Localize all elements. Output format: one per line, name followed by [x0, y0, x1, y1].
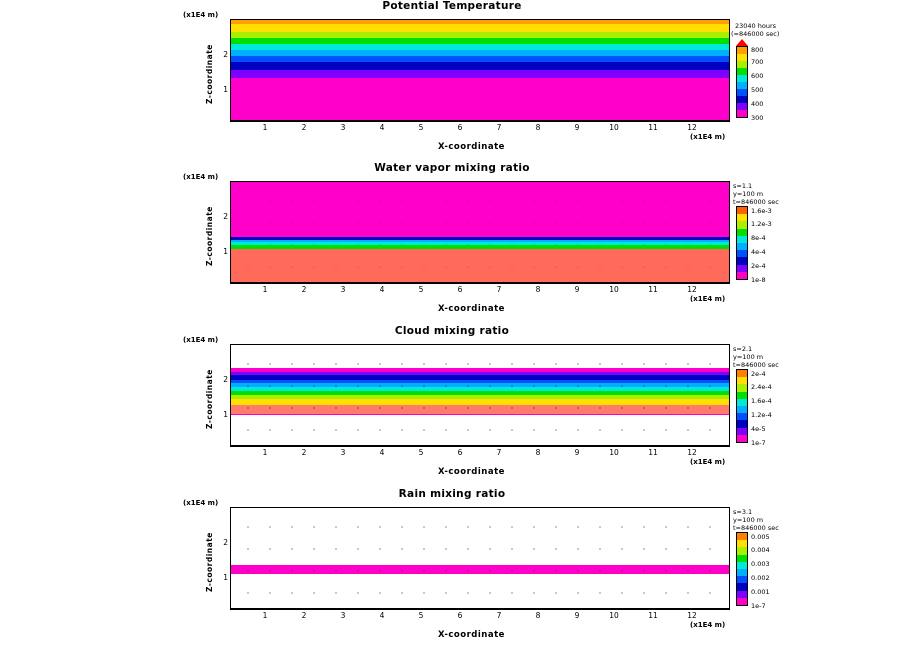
x-tick-label: 11 [648, 448, 658, 457]
colorbar-tick-label: 1.2e-4 [751, 411, 772, 419]
x-tick-label: 7 [496, 448, 502, 457]
x-tick-label: 7 [496, 611, 502, 620]
colorbar-tick-label: 2e-4 [751, 370, 766, 378]
x-tick-label: 5 [418, 448, 424, 457]
x-tick-label: 9 [574, 448, 580, 457]
panel-cloud-mixing-ratio [0, 325, 904, 485]
panel-title: Cloud mixing ratio [394, 325, 510, 337]
annotation-s: s=2.1 [733, 345, 753, 353]
panel-title: Potential Temperature [382, 0, 522, 12]
x-tick-label: 4 [379, 285, 385, 294]
colorbar-tick-label: 700 [751, 58, 764, 66]
colorbar-tick-label: 400 [751, 100, 764, 108]
plot-area [230, 507, 730, 609]
colorbar [736, 369, 748, 443]
y-tick-label: 2 [223, 538, 228, 547]
y-axis-units: (x1E4 m) [183, 173, 219, 181]
y-axis-units: (x1E4 m) [183, 499, 219, 507]
x-tick-label: 2 [301, 123, 307, 132]
panel-potential-temperature [0, 0, 904, 160]
y-tick-label: 1 [223, 410, 228, 419]
panel-water-vapor-mixing-ratio [0, 162, 904, 322]
x-tick-label: 12 [687, 285, 697, 294]
colorbar-tick-label: 800 [751, 46, 764, 54]
colorbar-tick-label: 1e-7 [751, 439, 766, 447]
y-tick-label: 2 [223, 50, 228, 59]
colorbar-tick-label: 0.002 [751, 574, 770, 582]
colorbar-tick-label: 4e-5 [751, 425, 766, 433]
x-tick-label: 12 [687, 448, 697, 457]
x-tick-label: 8 [535, 123, 541, 132]
x-tick-label: 8 [535, 285, 541, 294]
x-axis-units: (x1E4 m) [690, 458, 726, 466]
colorbar-tick-label: 1e-7 [751, 602, 766, 610]
axis-line [230, 121, 730, 122]
x-axis-label: X-coordinate [438, 467, 505, 477]
axis-line [230, 609, 730, 610]
y-axis-label: Z-coordinate [205, 206, 214, 266]
annotation-y: y=100 m [733, 516, 764, 524]
x-tick-label: 1 [262, 285, 268, 294]
x-tick-label: 7 [496, 285, 502, 294]
x-tick-label: 11 [648, 285, 658, 294]
colorbar [736, 46, 748, 118]
contour-bands [231, 20, 729, 120]
colorbar-tick-label: 0.005 [751, 533, 770, 541]
colorbar-tick-label: 300 [751, 114, 764, 122]
x-tick-label: 3 [340, 448, 346, 457]
annotation-y: y=100 m [733, 190, 764, 198]
colorbar-tick-label: 500 [751, 86, 764, 94]
x-tick-label: 4 [379, 123, 385, 132]
x-tick-label: 12 [687, 123, 697, 132]
annotation-time: t=846000 sec [733, 361, 779, 369]
colorbar-tick-label: 0.004 [751, 546, 770, 554]
colorbar-tick-label: 1.6e-4 [751, 397, 772, 405]
x-axis-units: (x1E4 m) [690, 133, 726, 141]
x-tick-label: 8 [535, 611, 541, 620]
plot-area [230, 181, 730, 283]
x-tick-label: 1 [262, 123, 268, 132]
y-axis-label: Z-coordinate [205, 532, 214, 592]
panel-rain-mixing-ratio [0, 488, 904, 648]
annotation-time: t=846000 sec [733, 198, 779, 206]
x-tick-label: 5 [418, 123, 424, 132]
x-tick-label: 11 [648, 611, 658, 620]
y-axis-label: Z-coordinate [205, 369, 214, 429]
x-tick-label: 5 [418, 611, 424, 620]
panel-title: Rain mixing ratio [398, 488, 506, 500]
x-tick-label: 4 [379, 448, 385, 457]
x-tick-label: 9 [574, 285, 580, 294]
x-tick-label: 1 [262, 611, 268, 620]
y-tick-label: 1 [223, 85, 228, 94]
colorbar-tick-label: 1e-8 [751, 276, 766, 284]
plot-area [230, 19, 730, 121]
x-tick-label: 6 [457, 448, 463, 457]
axis-line [230, 446, 730, 447]
x-tick-label: 2 [301, 285, 307, 294]
x-tick-label: 9 [574, 123, 580, 132]
colorbar-tick-label: 4e-4 [751, 248, 766, 256]
colorbar-tick-label: 0.003 [751, 560, 770, 568]
x-tick-label: 10 [609, 448, 619, 457]
colorbar-tick-label: 2e-4 [751, 262, 766, 270]
y-axis-units: (x1E4 m) [183, 336, 219, 344]
grid-dots [231, 345, 729, 445]
x-tick-label: 2 [301, 448, 307, 457]
x-tick-label: 9 [574, 611, 580, 620]
x-axis-label: X-coordinate [438, 142, 505, 152]
plot-area [230, 344, 730, 446]
x-axis-label: X-coordinate [438, 630, 505, 640]
x-tick-label: 5 [418, 285, 424, 294]
x-tick-label: 3 [340, 123, 346, 132]
x-tick-label: 6 [457, 285, 463, 294]
y-tick-label: 1 [223, 247, 228, 256]
y-tick-label: 1 [223, 573, 228, 582]
x-tick-label: 7 [496, 123, 502, 132]
panel-title: Water vapor mixing ratio [374, 162, 530, 174]
x-tick-label: 1 [262, 448, 268, 457]
annotation-s: s=1.1 [733, 182, 753, 190]
x-tick-label: 6 [457, 123, 463, 132]
x-tick-label: 8 [535, 448, 541, 457]
x-tick-label: 3 [340, 285, 346, 294]
colorbar [736, 206, 748, 280]
x-tick-label: 10 [609, 123, 619, 132]
colorbar-tick-label: 1.2e-3 [751, 220, 772, 228]
colorbar-tick-label: 1.6e-3 [751, 207, 772, 215]
x-tick-label: 4 [379, 611, 385, 620]
x-tick-label: 6 [457, 611, 463, 620]
x-tick-label: 11 [648, 123, 658, 132]
colorbar-tick-label: 0.001 [751, 588, 770, 596]
annotation-s: s=3.1 [733, 508, 753, 516]
y-axis-label: Z-coordinate [205, 44, 214, 104]
grid-dots [231, 182, 729, 282]
colorbar-tick-label: 2.4e-4 [751, 383, 772, 391]
annotation-seconds: (=846000 sec) [731, 30, 780, 38]
annotation-y: y=100 m [733, 353, 764, 361]
axis-line [230, 283, 730, 284]
annotation-time: 23040 hours [735, 22, 777, 30]
colorbar-tick-label: 600 [751, 72, 764, 80]
x-tick-label: 3 [340, 611, 346, 620]
colorbar-tick-label: 8e-4 [751, 234, 766, 242]
x-axis-units: (x1E4 m) [690, 295, 726, 303]
x-axis-units: (x1E4 m) [690, 621, 726, 629]
x-tick-label: 2 [301, 611, 307, 620]
grid-dots [231, 508, 729, 608]
y-tick-label: 2 [223, 212, 228, 221]
colorbar [736, 532, 748, 606]
y-axis-units: (x1E4 m) [183, 11, 219, 19]
colorbar-arrow-icon [736, 39, 748, 46]
y-tick-label: 2 [223, 375, 228, 384]
annotation-time: t=846000 sec [733, 524, 779, 532]
x-axis-label: X-coordinate [438, 304, 505, 314]
x-tick-label: 10 [609, 285, 619, 294]
x-tick-label: 12 [687, 611, 697, 620]
x-tick-label: 10 [609, 611, 619, 620]
